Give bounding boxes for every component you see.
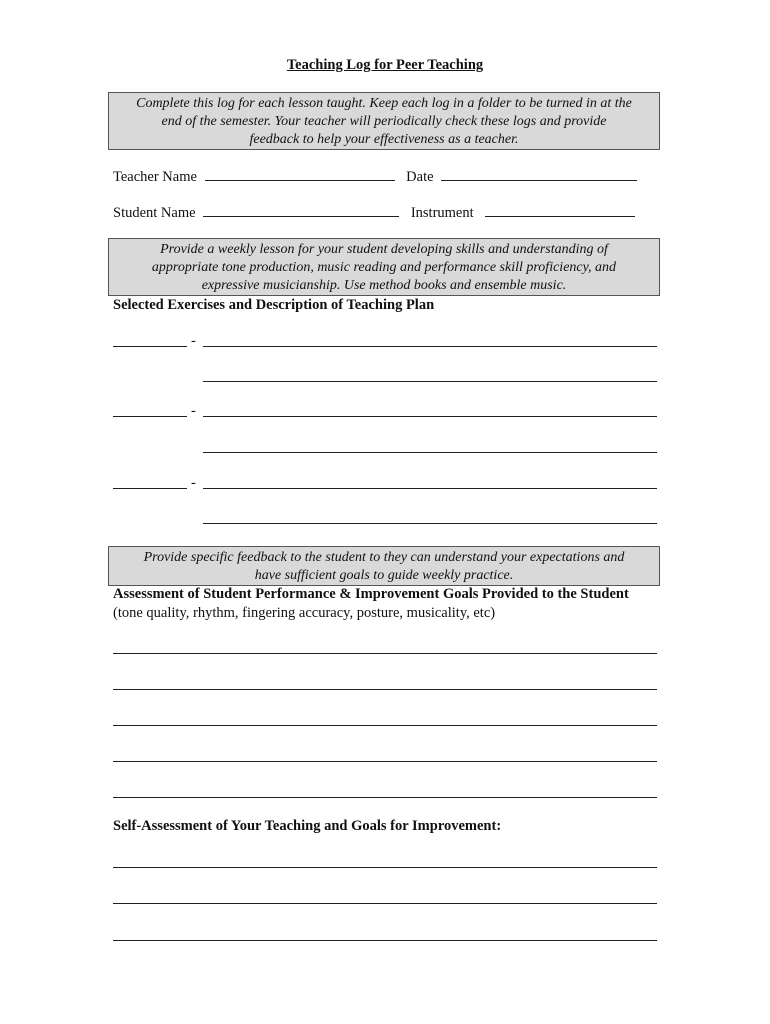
exercise-description-field[interactable] [203,416,657,417]
exercise-description-field[interactable] [203,452,657,453]
assessment-answer-line[interactable] [113,689,657,690]
self-assessment-answer-line[interactable] [113,903,657,904]
exercise-separator: - [191,333,196,349]
exercise-separator: - [191,475,196,491]
instructions-line: end of the semester. Your teacher will periodically check these logs and provide [161,114,607,129]
student-name-label: Student Name [113,205,196,221]
lesson-instructions-box [108,238,660,296]
self-assessment-heading: Self-Assessment of Your Teaching and Goals for Improvement: [113,818,502,834]
student-name-field[interactable] [203,204,399,217]
lesson-instructions-line: expressive musicianship. Use method books and ensemble music. [201,278,567,293]
instructions-line: Complete this log for each lesson taught. Keep each log in a folder to be turned in at the [136,96,632,111]
feedback-instructions-line: have sufficient goals to guide weekly practice. [254,568,514,583]
instrument-field[interactable] [485,204,635,217]
feedback-instructions-box [108,546,660,586]
assessment-subtext: (tone quality, rhythm, fingering accuracy, posture, musicality, etc) [113,605,496,621]
date-label: Date [406,169,434,185]
teacher-date-row [113,168,637,186]
exercise-number-field[interactable] [113,416,187,417]
lesson-instructions-line: appropriate tone production, music reading and performance skill proficiency, and [151,260,617,275]
teacher-name-field[interactable] [205,168,395,181]
exercise-number-field[interactable] [113,346,187,347]
exercise-description-field[interactable] [203,523,657,524]
exercise-description-field[interactable] [203,381,657,382]
exercises-heading: Selected Exercises and Description of Teaching Plan [113,297,435,313]
exercise-description-field[interactable] [203,346,657,347]
student-instrument-row [113,204,635,222]
assessment-answer-line[interactable] [113,725,657,726]
date-field[interactable] [441,168,637,181]
lesson-instructions-line: Provide a weekly lesson for your student developing skills and understanding of [160,242,608,257]
instructions-line: feedback to help your effectiveness as a teacher. [249,132,519,147]
exercise-number-field[interactable] [113,488,187,489]
assessment-answer-line[interactable] [113,653,657,654]
assessment-answer-line[interactable] [113,761,657,762]
exercise-description-field[interactable] [203,488,657,489]
page-title: Teaching Log for Peer Teaching [286,57,484,73]
exercise-separator: - [191,403,196,419]
self-assessment-answer-line[interactable] [113,867,657,868]
feedback-instructions-line: Provide specific feedback to the student to they can understand your expectations and [143,550,625,565]
self-assessment-answer-line[interactable] [113,940,657,941]
instrument-label: Instrument [410,205,474,221]
assessment-heading: Assessment of Student Performance & Improvement Goals Provided to the Student [113,586,629,602]
instructions-box [108,92,660,150]
assessment-answer-line[interactable] [113,797,657,798]
teacher-name-label: Teacher Name [113,169,197,185]
